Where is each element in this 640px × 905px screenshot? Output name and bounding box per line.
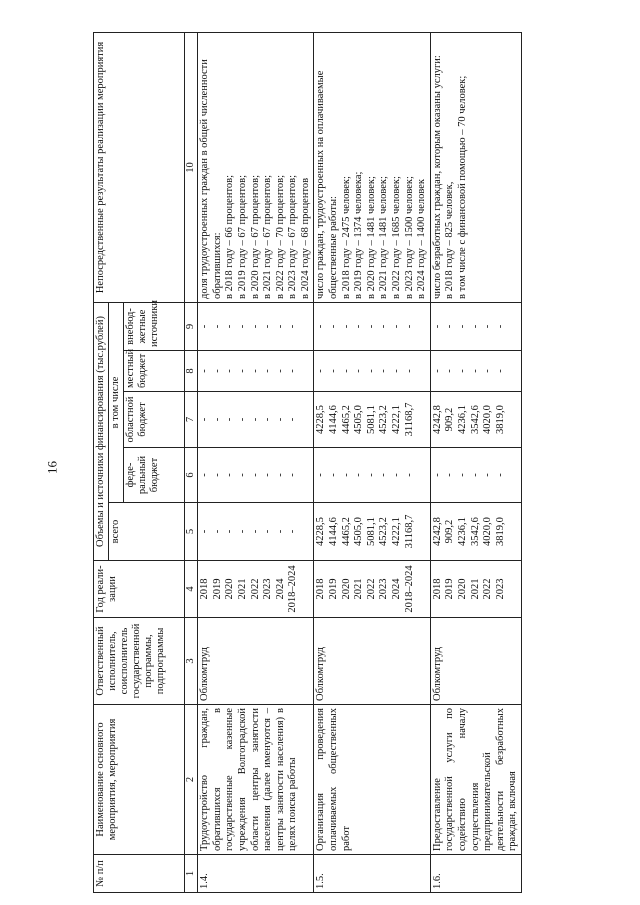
program-activities-table [93, 32, 522, 893]
federal-funding: - - - - - - [430, 448, 521, 503]
header-year: Год реали-зации [94, 561, 185, 618]
executor: Облкомтруд [314, 618, 430, 705]
column-number: 2 [185, 705, 198, 855]
regional-funding: - - - - - - - - [198, 392, 314, 448]
total-funding: 4228,5 4144,6 4465,2 4505,0 5081,1 4523,2 4222,1 31168,7 [314, 503, 430, 561]
total-funding: 4242,8 909,2 4236,1 3542,6 4020,0 3819,0 [430, 503, 521, 561]
federal-funding: - - - - - - - - [198, 448, 314, 503]
column-number: 4 [185, 561, 198, 618]
header-including: в том числе [109, 302, 124, 502]
page-number: 16 [44, 461, 60, 474]
years: 2018 2019 2020 2021 2022 2023 [430, 561, 521, 618]
executor: Облкомтруд [198, 618, 314, 705]
years: 2018 2019 2020 2021 2022 2023 2024 2018–2024 [314, 561, 430, 618]
years: 2018 2019 2020 2021 2022 2023 2024 2018–2024 [198, 561, 314, 618]
column-number: 1 [185, 855, 198, 893]
table-row [430, 32, 521, 892]
header-federal: феде-ральный бюджет [124, 448, 185, 503]
rotated-document [93, 33, 529, 893]
header-no: № п/п [94, 855, 185, 893]
column-number: 6 [185, 448, 198, 503]
column-number: 9 [185, 302, 198, 350]
extrabudgetary-funding: - - - - - - - - [314, 302, 430, 350]
results: число граждан, трудоустроенных на оплачиваемые общественные работы: в 2018 году – 2475 человек; в 2019 году – 1374 человека; в 2020 году – 1481 человек; в 2021 году – 1481 человек; в 2022 году – 1685 человек; в 2023 году – 1500 человек; в 2024 году – 1400 человек [314, 32, 430, 302]
header-funding: Объемы и источники финансирования (тыс.рублей) [94, 302, 109, 560]
row-number: 1.5. [314, 855, 430, 893]
local-funding: - - - - - - [430, 351, 521, 392]
executor: Облкомтруд [430, 618, 521, 705]
column-number: 8 [185, 351, 198, 392]
header-local: местный бюджет [124, 351, 185, 392]
total-funding: - - - - - - - - [198, 503, 314, 561]
header-regional: областной бюджет [124, 392, 185, 448]
header-extrabudgetary: внебюд-жетные источники [124, 302, 185, 350]
column-number: 5 [185, 503, 198, 561]
extrabudgetary-funding: - - - - - - [430, 302, 521, 350]
column-number: 7 [185, 392, 198, 448]
header-results: Непосредственные результаты реализации мероприятия [94, 32, 185, 302]
federal-funding: - - - - - - - - [314, 448, 430, 503]
results: доля трудоустроенных граждан в общей численности обратившихся: в 2018 году – 66 процентов; в 2019 году – 67 процентов; в 2020 году – 67 процентов; в 2021 году – 67 процентов; в 2022 году – 70 процентов; в 2023 году – 67 процентов; в 2024 году – 68 процентов [198, 32, 314, 302]
row-number: 1.4. [198, 855, 314, 893]
column-number: 3 [185, 618, 198, 705]
activity-name: Предоставление государственной услуги по содействию началу осуществления предпринимательской деятельности безработных граждан, включая [430, 705, 521, 855]
header-executor: Ответственный исполнитель, соисполнитель государственной программы, подпрограммы [94, 618, 185, 705]
results: число безработных граждан, которым оказаны услуги: в 2018 году – 825 человек, в том числе с финансовой помощью – 70 человек; [430, 32, 521, 302]
column-number: 10 [185, 32, 198, 302]
row-number: 1.6. [430, 855, 521, 893]
activity-name: Трудоустройство граждан, обратившихся в государственные казенные учреждения Волгоградской области центры занятости населения (далее именуются – центры занятости населения) в целях поиска работы [198, 705, 314, 855]
extrabudgetary-funding: - - - - - - - - [198, 302, 314, 350]
activity-name: Организация проведения оплачиваемых общественных работ [314, 705, 430, 855]
table-row [314, 32, 430, 892]
local-funding: - - - - - - - - [198, 351, 314, 392]
table-row [198, 32, 314, 892]
regional-funding: 4242,8 909,2 4236,1 3542,6 4020,0 3819,0 [430, 392, 521, 448]
local-funding: - - - - - - - - [314, 351, 430, 392]
header-activity-name: Наименование основного мероприятия, мероприятия [94, 705, 185, 855]
header-total: всего [109, 503, 185, 561]
regional-funding: 4228,5 4144,6 4465,2 4505,0 5081,1 4523,2 4222,1 31168,7 [314, 392, 430, 448]
